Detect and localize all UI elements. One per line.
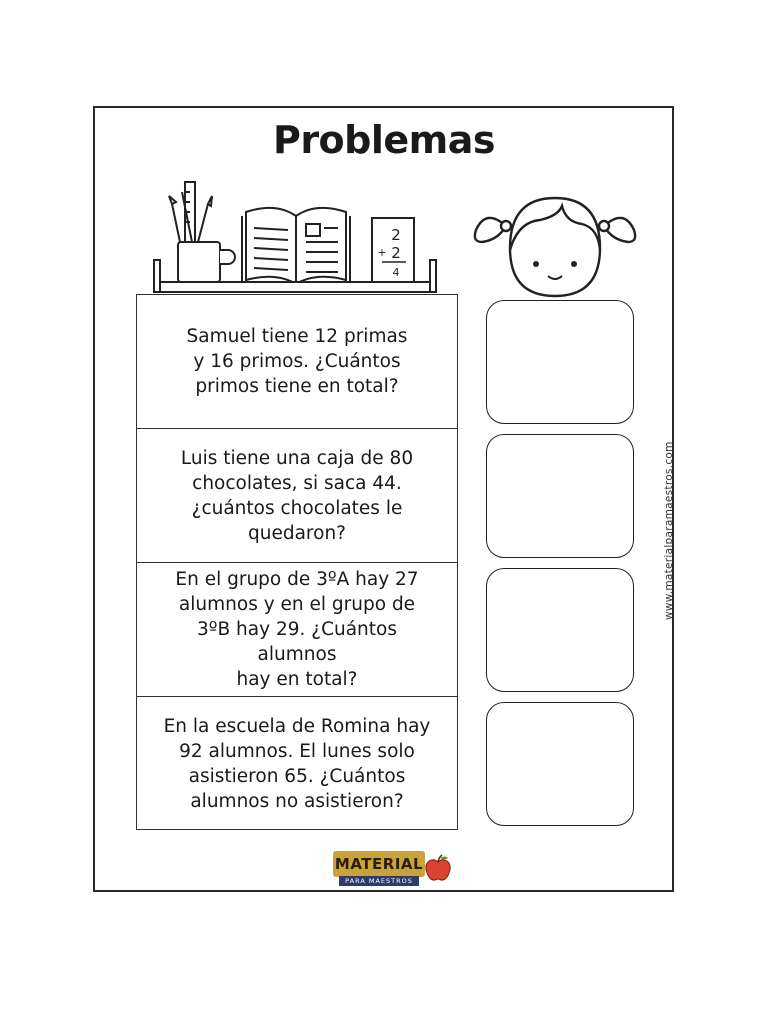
open-book-icon xyxy=(242,208,350,288)
brand-logo xyxy=(333,851,455,889)
problem-cell xyxy=(137,295,457,429)
answer-box-2[interactable] xyxy=(486,434,634,558)
answer-box-1[interactable] xyxy=(486,300,634,424)
problem-cell xyxy=(137,563,457,697)
logo-subtitle: PARA MAESTROS xyxy=(339,876,419,886)
problems-table xyxy=(136,294,458,830)
answer-box-4[interactable] xyxy=(486,702,634,826)
svg-text:+: + xyxy=(377,246,387,259)
pencil-cup-icon xyxy=(169,182,235,282)
svg-text:2: 2 xyxy=(391,244,401,262)
problem-text: En el grupo de 3ºA hay 27 alumnos y en el grupo de 3ºB hay 29. ¿Cuántos alumnos hay en total? xyxy=(175,569,419,690)
apple-icon xyxy=(423,853,453,883)
svg-text:4: 4 xyxy=(392,266,400,279)
logo-wordmark: MATERIAL xyxy=(333,851,425,877)
page-title: Problemas xyxy=(272,118,496,162)
problem-cell xyxy=(137,429,457,563)
problem-text: En la escuela de Romina hay 92 alumnos. El lunes solo asistieron 65. ¿Cuántos alumnos no asistieron? xyxy=(163,716,431,812)
problem-cell xyxy=(137,697,457,831)
website-url: www.materialparamaestros.com xyxy=(663,441,675,620)
answer-box-3[interactable] xyxy=(486,568,634,692)
girl-face-icon xyxy=(470,186,640,298)
problem-text: Samuel tiene 12 primas y 16 primos. ¿Cuántos primos tiene en total? xyxy=(186,326,408,397)
addition-card-icon xyxy=(372,218,414,282)
shelf-illustration xyxy=(150,176,442,298)
problem-text: Luis tiene una caja de 80 chocolates, si saca 44. ¿cuántos chocolates le quedaron? xyxy=(180,447,414,544)
svg-text:2: 2 xyxy=(391,226,401,244)
